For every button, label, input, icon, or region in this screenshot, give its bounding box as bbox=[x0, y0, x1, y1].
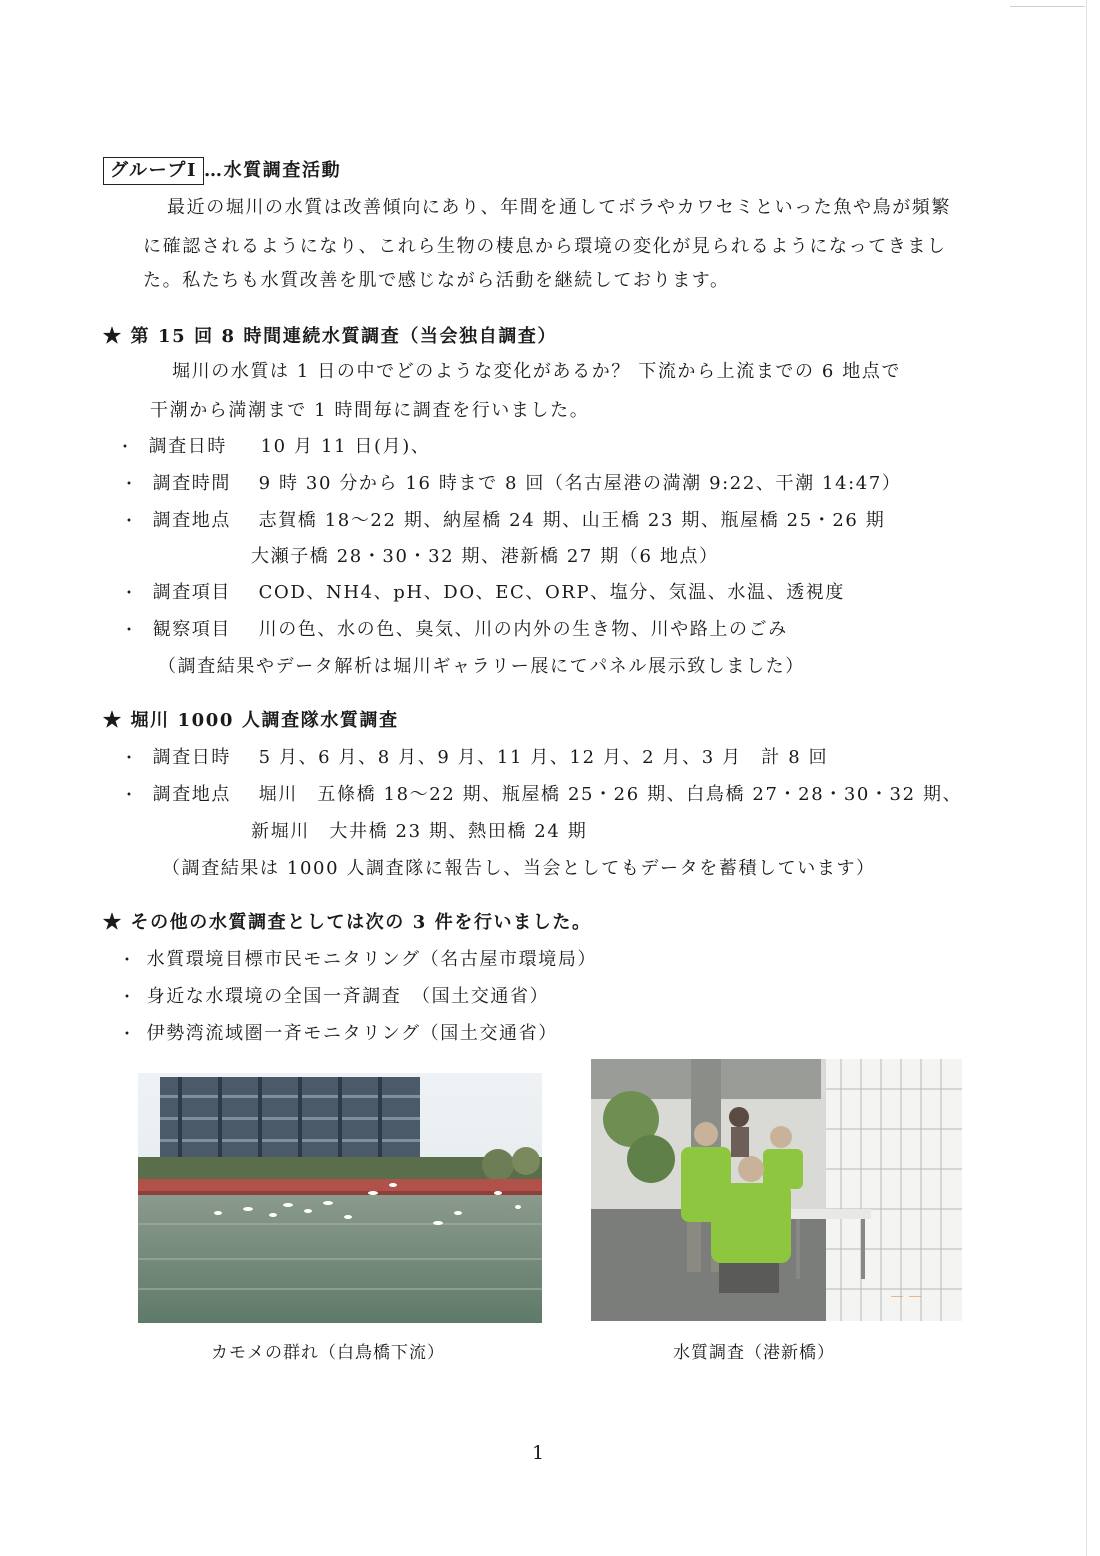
bullet: ・ bbox=[119, 950, 137, 969]
survey-photo-image bbox=[591, 1059, 962, 1321]
survey-photo bbox=[591, 1059, 962, 1321]
intro-line-3: た。私たちも水質改善を肌で感じながら活動を継続しております。 bbox=[143, 270, 730, 291]
star-icon: ★ bbox=[103, 912, 123, 933]
section1-lead-1: 堀川の水質は 1 日の中でどのような変化があるか？ 下流から上流までの 6 地点で bbox=[172, 361, 902, 382]
section1-item bbox=[121, 506, 885, 532]
section2-item bbox=[121, 743, 828, 769]
section2-heading bbox=[103, 706, 399, 732]
seagull-photo-image bbox=[138, 1073, 542, 1323]
bullet: ・ bbox=[121, 474, 139, 493]
section1-note: （調査結果やデータ解析は堀川ギャラリー展にてパネル展示致しました） bbox=[158, 656, 805, 677]
bullet: ・ bbox=[119, 987, 137, 1006]
section1-heading-text: 第 15 回 8 時間連続水質調査（当会独自調査） bbox=[130, 326, 558, 347]
section2-note: （調査結果は 1000 人調査隊に報告し、当会としてもデータを蓄積しています） bbox=[162, 858, 876, 879]
svg-text:—— ——: —— —— bbox=[891, 1291, 922, 1302]
bullet: ・ bbox=[121, 620, 139, 639]
intro-line-1: 最近の堀川の水質は改善傾向にあり、年間を通してボラやカワセミといった魚や鳥が頻繁 bbox=[167, 197, 951, 218]
bullet: ・ bbox=[121, 511, 139, 530]
seagull-photo bbox=[138, 1073, 542, 1323]
star-icon: ★ bbox=[103, 710, 123, 731]
section1-heading bbox=[103, 322, 557, 348]
item-label: 調査日時 bbox=[148, 436, 228, 457]
item-text: 身近な水環境の全国一斉調査 （国土交通省） bbox=[146, 986, 550, 1007]
item-label: 調査地点 bbox=[152, 784, 232, 805]
item-label: 調査日時 bbox=[152, 747, 232, 768]
section3-item bbox=[119, 945, 597, 971]
section3-item bbox=[119, 1019, 558, 1045]
group-title-rest: …水質調査活動 bbox=[203, 160, 342, 181]
item-text: 水質環境目標市民モニタリング（名古屋市環境局） bbox=[146, 949, 598, 970]
item-label: 観察項目 bbox=[152, 619, 232, 640]
section3-item bbox=[119, 982, 549, 1008]
bullet: ・ bbox=[121, 583, 139, 602]
item-value: 志賀橋 18～22 期、納屋橋 24 期、山王橋 23 期、瓶屋橋 25・26 期 bbox=[258, 510, 886, 531]
section1-item bbox=[121, 469, 902, 495]
item-label: 調査地点 bbox=[152, 510, 232, 531]
item-text: 伊勢湾流域圏一斉モニタリング（国土交通省） bbox=[146, 1023, 558, 1044]
scan-edge-top bbox=[1010, 6, 1085, 7]
item-value: 堀川 五條橋 18～22 期、瓶屋橋 25・26 期、白鳥橋 27・28・30・32 期、 bbox=[258, 784, 963, 805]
section2-item-continued: 新堀川 大井橋 23 期、熱田橋 24 期 bbox=[251, 821, 588, 842]
item-value: 9 時 30 分から 16 時まで 8 回（名古屋港の満潮 9:22、干潮 14:47） bbox=[258, 473, 902, 494]
group-label-box: グループⅠ bbox=[103, 157, 204, 185]
section1-lead-2: 干潮から満潮まで 1 時間毎に調査を行いました。 bbox=[150, 400, 590, 421]
photo-caption: 水質調査（港新橋） bbox=[673, 1343, 835, 1363]
section1-item bbox=[117, 432, 430, 458]
section3-heading-text: その他の水質調査としては次の 3 件を行いました。 bbox=[130, 912, 592, 933]
item-label: 調査項目 bbox=[152, 582, 232, 603]
bullet: ・ bbox=[121, 785, 139, 804]
page-number: 1 bbox=[532, 1442, 545, 1464]
bullet: ・ bbox=[121, 748, 139, 767]
section1-item-continued: 大瀬子橋 28・30・32 期、港新橋 27 期（6 地点） bbox=[251, 546, 719, 567]
intro-line-2: に確認されるようになり、これら生物の棲息から環境の変化が見られるようになってきまし bbox=[143, 236, 947, 257]
section2-heading-text: 堀川 1000 人調査隊水質調査 bbox=[130, 710, 399, 731]
scan-edge-right bbox=[1086, 0, 1087, 1556]
bullet: ・ bbox=[117, 437, 135, 456]
photo-caption: カモメの群れ（白鳥橋下流） bbox=[211, 1343, 445, 1363]
section1-item bbox=[121, 578, 845, 604]
item-value: 10 月 11 日(月)、 bbox=[260, 436, 431, 457]
section3-heading bbox=[103, 908, 592, 934]
bullet: ・ bbox=[119, 1024, 137, 1043]
item-label: 調査時間 bbox=[152, 473, 232, 494]
item-value: COD、NH4、pH、DO、EC、ORP、塩分、気温、水温、透視度 bbox=[258, 582, 846, 603]
section1-item bbox=[121, 615, 788, 641]
star-icon: ★ bbox=[103, 326, 123, 347]
group-title bbox=[103, 156, 341, 182]
item-value: 5 月、6 月、8 月、9 月、11 月、12 月、2 月、3 月 計 8 回 bbox=[258, 747, 829, 768]
section2-item bbox=[121, 780, 962, 806]
item-value: 川の色、水の色、臭気、川の内外の生き物、川や路上のごみ bbox=[258, 619, 788, 640]
